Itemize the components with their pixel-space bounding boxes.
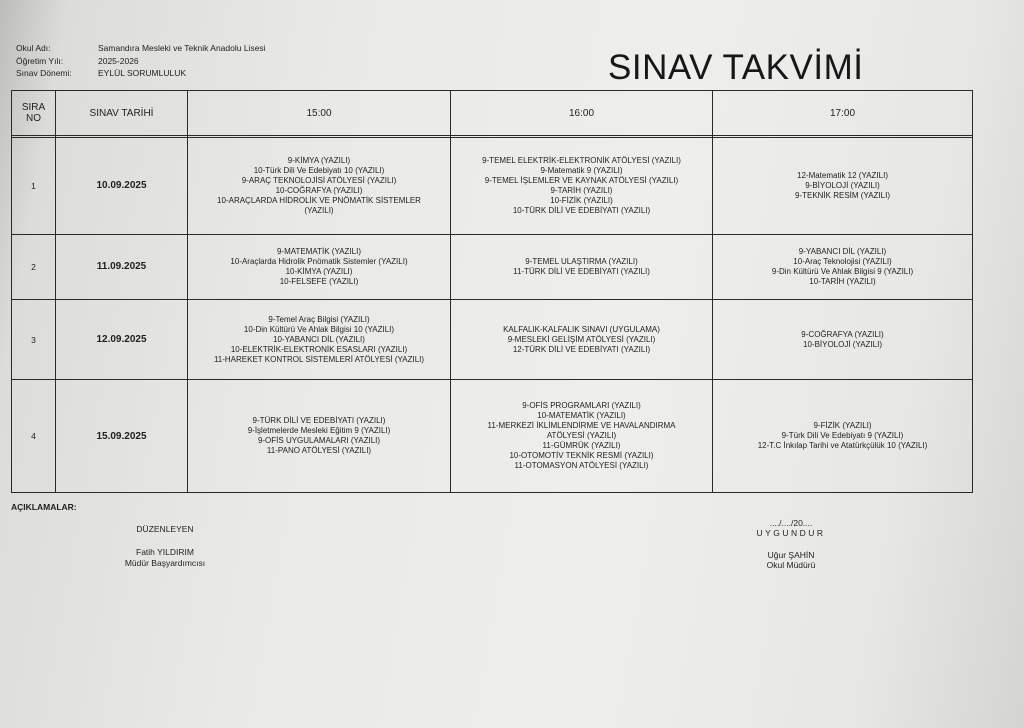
- column-header-slot2: 16:00: [451, 91, 713, 136]
- column-header-slot3: 17:00: [713, 91, 973, 136]
- table-header-row: [12, 91, 973, 136]
- exam-entry: 9-ARAÇ TEKNOLOJİSİ ATÖLYESİ (YAZILI): [241, 175, 397, 185]
- exam-date: 11.09.2025: [56, 234, 188, 299]
- exam-entry: 9-Temel Araç Bilgisi (YAZILI): [268, 314, 370, 324]
- exam-entry: KALFALIK-KALFALIK SINAVI (UYGULAMA): [503, 324, 660, 334]
- row-number: 4: [12, 380, 56, 493]
- exam-entry: (YAZILI): [304, 205, 334, 215]
- exam-entry: 10-OTOMOTİV TEKNİK RESMİ (YAZILI): [509, 451, 654, 461]
- signature-prepared-by: [95, 524, 235, 569]
- schedule-body: [12, 136, 973, 493]
- exam-entry: 10-MATEMATİK (YAZILI): [537, 411, 626, 421]
- exam-slot-cell: [451, 380, 713, 493]
- document-meta: [16, 42, 266, 80]
- page-title: SINAV TAKVİMİ: [608, 48, 864, 87]
- table-row: [12, 299, 973, 380]
- table-row: [12, 380, 973, 493]
- exam-entry: 11-GÜMRÜK (YAZILI): [542, 441, 621, 451]
- exam-slot-cell: [188, 380, 451, 493]
- prepared-by-name: Fatih YILDIRIM: [136, 547, 194, 557]
- exam-entry: 10-FELSEFE (YAZILI): [279, 276, 359, 286]
- column-header-date: SINAV TARİHİ: [56, 91, 188, 136]
- exam-entry: 9-MATEMATİK (YAZILI): [276, 246, 361, 256]
- row-number: 1: [12, 138, 56, 235]
- exam-entry: 9-FİZİK (YAZILI): [813, 421, 872, 431]
- school-row: [16, 42, 266, 55]
- approval-date-line: ..../..../20....: [769, 518, 813, 528]
- exam-entry: 10-COĞRAFYA (YAZILI): [275, 185, 363, 195]
- exam-entry: 9-İşletmelerde Mesleki Eğitim 9 (YAZILI): [247, 426, 391, 436]
- exam-period: EYLÜL SORUMLULUK: [98, 68, 187, 78]
- row-number: 3: [12, 299, 56, 380]
- table-row: [12, 234, 973, 299]
- exam-entry: 9-YABANCI DİL (YAZILI): [798, 246, 887, 256]
- exam-entry: 10-ELEKTRİK-ELEKTRONİK ESASLARI (YAZILI): [230, 344, 408, 354]
- exam-entry: 9-COĞRAFYA (YAZILI): [801, 329, 884, 339]
- exam-entry: 10-KİMYA (YAZILI): [285, 266, 353, 276]
- exam-entry: 10-FİZİK (YAZILI): [550, 195, 613, 205]
- exam-entry: 11-MERKEZİ İKLİMLENDİRME VE HAVALANDIRMA: [487, 421, 676, 431]
- exam-entry: 9-KİMYA (YAZILI): [287, 155, 351, 165]
- exam-slot-cell: [451, 138, 713, 235]
- exam-entry: 9-OFİS UYGULAMALARI (YAZILI): [257, 436, 381, 446]
- exam-entry: ATÖLYESİ (YAZILI): [546, 431, 617, 441]
- column-header-no-line2: NO: [26, 113, 41, 124]
- exam-entry: 9-Din Kültürü Ve Ahlak Bilgisi 9 (YAZILI): [771, 266, 914, 276]
- exam-slot-cell: [451, 299, 713, 380]
- exam-entry: 9-TÜRK DİLİ VE EDEBİYATI (YAZILI): [252, 416, 386, 426]
- prepared-by-role: Müdür Başyardımcısı: [124, 558, 206, 568]
- exam-entry: 10-Araçlarda Hidrolik Pnömatik Sistemler (YAZILI): [230, 256, 408, 266]
- academic-year: 2025-2026: [98, 55, 139, 66]
- row-number: 2: [12, 234, 56, 299]
- approval-heading: UYGUNDUR: [756, 528, 826, 538]
- exam-entry: 9-TARİH (YAZILI): [550, 185, 613, 195]
- exam-entry: 10-TÜRK DİLİ VE EDEBİYATI (YAZILI): [512, 205, 651, 215]
- column-header-no: [12, 91, 56, 136]
- exam-slot-cell: [713, 234, 973, 299]
- exam-entry: 10-YABANCI DİL (YAZILI): [273, 334, 365, 344]
- exam-entry: 11-OTOMASYON ATÖLYESİ (YAZILI): [514, 461, 649, 471]
- school-name: Samandıra Mesleki ve Teknik Anadolu Lisesi: [98, 43, 266, 53]
- exam-entry: 9-TEMEL ELEKTRİK-ELEKTRONİK ATÖLYESİ (YAZILI): [482, 155, 681, 165]
- exam-entry: 9-TEMEL İŞLEMLER VE KAYNAK ATÖLYESİ (YAZILI): [484, 175, 679, 185]
- exam-date: 12.09.2025: [56, 299, 188, 380]
- exam-entry: 12-T.C İnkılap Tarihi ve Atatürkçülük 10 (YAZILI): [757, 441, 928, 451]
- exam-entry: 10-BİYOLOJİ (YAZILI): [803, 339, 882, 349]
- exam-entry: 11-PANO ATÖLYESİ (YAZILI): [266, 446, 372, 456]
- exam-slot-cell: [451, 234, 713, 299]
- exam-entry: 12-TÜRK DİLİ VE EDEBİYATI (YAZILI): [512, 344, 651, 354]
- exam-date: 15.09.2025: [56, 380, 188, 493]
- exam-slot-cell: [713, 299, 973, 380]
- year-row: [16, 55, 266, 68]
- column-header-slot1: 15:00: [188, 91, 451, 136]
- exam-entry: 9-TEMEL ULAŞTIRMA (YAZILI): [525, 256, 638, 266]
- period-row: [16, 67, 266, 80]
- exam-entry: 11-HAREKET KONTROL SİSTEMLERİ ATÖLYESİ (YAZILI): [213, 354, 425, 364]
- exam-schedule-table: [11, 90, 973, 493]
- exam-entry: 10-Türk Dili Ve Edebiyatı 10 (YAZILI): [253, 165, 385, 175]
- prepared-by-heading: DÜZENLEYEN: [136, 524, 194, 534]
- school-label: Okul Adı:: [16, 43, 51, 53]
- exam-slot-cell: [188, 138, 451, 235]
- signature-approved-by: [745, 518, 837, 570]
- exam-date: 10.09.2025: [56, 138, 188, 235]
- exam-entry: 10-Araç Teknolojisi (YAZILI): [793, 256, 892, 266]
- exam-entry: 10-TARİH (YAZILI): [809, 276, 876, 286]
- approver-role: Okul Müdürü: [766, 560, 816, 570]
- exam-entry: 9-TEKNİK RESİM (YAZILI): [795, 190, 890, 200]
- exam-entry: 9-BİYOLOJİ (YAZILI): [805, 180, 880, 190]
- exam-entry: 9-Matematik 9 (YAZILI): [540, 165, 623, 175]
- exam-entry: 9-Türk Dili Ve Edebiyatı 9 (YAZILI): [781, 431, 904, 441]
- exam-entry: 9-OFİS PROGRAMLARI (YAZILI): [522, 401, 641, 411]
- exam-slot-cell: [188, 234, 451, 299]
- exam-entry: 10-Din Kültürü Ve Ahlak Bilgisi 10 (YAZILI): [243, 324, 395, 334]
- exam-entry: 10-ARAÇLARDA HİDROLİK VE PNÖMATİK SİSTEMLER: [217, 195, 421, 205]
- year-label: Öğretim Yılı:: [16, 55, 64, 66]
- approver-name: Uğur ŞAHİN: [767, 550, 815, 560]
- table-row: [12, 138, 973, 235]
- column-header-no-line1: SIRA: [21, 102, 46, 113]
- exam-slot-cell: [713, 380, 973, 493]
- exam-entry: 12-Matematik 12 (YAZILI): [797, 170, 888, 180]
- exam-entry: 11-TÜRK DİLİ VE EDEBİYATI (YAZILI): [513, 266, 650, 276]
- exam-slot-cell: [188, 299, 451, 380]
- period-label: Sınav Dönemi:: [16, 68, 72, 78]
- notes-label: AÇIKLAMALAR:: [11, 502, 77, 512]
- exam-slot-cell: [713, 138, 973, 235]
- exam-entry: 9-MESLEKİ GELİŞİM ATÖLYESİ (YAZILI): [507, 334, 656, 344]
